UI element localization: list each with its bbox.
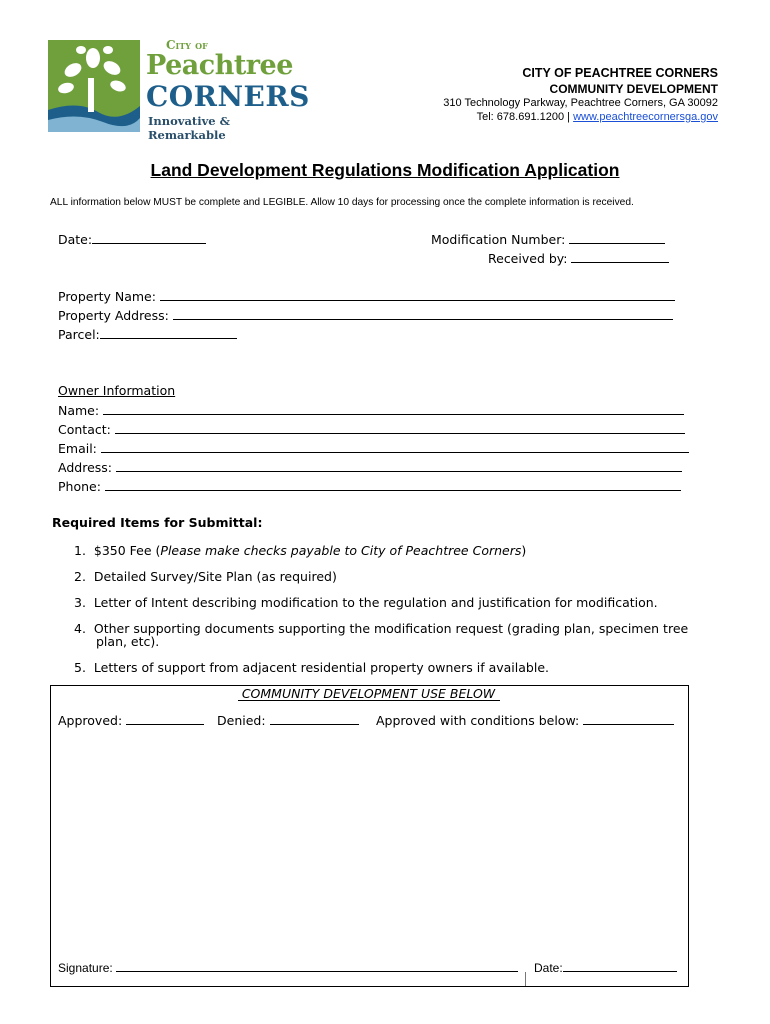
- required-item: [74, 660, 549, 675]
- approved-input-line[interactable]: [126, 712, 204, 725]
- item-number: 4.: [74, 621, 86, 636]
- website-link[interactable]: www.peachtreecornersga.gov: [573, 111, 718, 123]
- header-dept: COMMUNITY DEVELOPMENT: [549, 82, 718, 96]
- item-number: 2.: [74, 569, 86, 584]
- owner-name-field: [58, 402, 684, 418]
- date-label: Date:: [58, 232, 93, 247]
- signature-label: Signature:: [58, 961, 113, 975]
- owner-phone-input-line[interactable]: [105, 478, 681, 491]
- office-use-heading: COMMUNITY DEVELOPMENT USE BELOW: [241, 686, 496, 701]
- header-tel: Tel: 678.691.1200 |: [476, 111, 571, 123]
- received-by-label: Received by:: [488, 251, 568, 266]
- owner-contact-input-line[interactable]: [115, 421, 685, 434]
- signature-field: [58, 959, 518, 975]
- property-address-label: Property Address:: [58, 308, 169, 323]
- property-address-input-line[interactable]: [173, 307, 673, 320]
- approved-conditions-input-line[interactable]: [583, 712, 674, 725]
- office-date-field: [534, 959, 677, 975]
- owner-contact-label: Contact:: [58, 422, 111, 437]
- item-italic-text: Please make checks payable to City of Peachtree Corners: [160, 543, 522, 558]
- approved-label: Approved:: [58, 713, 123, 728]
- item-text: Detailed Survey/Site Plan (as required): [93, 569, 337, 584]
- modification-number-field: [431, 231, 665, 247]
- item-text: Other supporting documents supporting the modification request (grading plan, specimen tree: [93, 621, 689, 636]
- owner-email-field: [58, 440, 689, 456]
- approved-conditions-label: Approved with conditions below:: [376, 713, 580, 728]
- property-name-field: [58, 288, 675, 304]
- modification-number-label: Modification Number:: [431, 232, 566, 247]
- owner-address-field: [58, 459, 682, 475]
- required-heading: Required Items for Submittal:: [52, 515, 263, 530]
- approved-conditions-field: [376, 712, 674, 728]
- property-name-input-line[interactable]: [160, 288, 675, 301]
- property-name-label: Property Name:: [58, 289, 156, 304]
- header-address: 310 Technology Parkway, Peachtree Corners, GA 30092: [443, 97, 718, 109]
- owner-heading: Owner Information: [58, 383, 176, 398]
- owner-email-input-line[interactable]: [101, 440, 689, 453]
- parcel-input-line[interactable]: [100, 326, 237, 339]
- item-text: $350 Fee (: [93, 543, 161, 558]
- owner-address-input-line[interactable]: [116, 459, 682, 472]
- required-item: [74, 569, 337, 584]
- item-text: Letter of Intent describing modification to the regulation and justification for modification.: [93, 595, 658, 610]
- owner-name-label: Name:: [58, 403, 100, 418]
- received-by-input-line[interactable]: [571, 250, 669, 263]
- header-contact: [477, 111, 718, 123]
- page-title: Land Development Regulations Modification Application: [150, 160, 620, 180]
- city-logo: [48, 38, 310, 142]
- box-divider: [525, 972, 526, 986]
- owner-phone-label: Phone:: [58, 479, 101, 494]
- denied-label: Denied:: [217, 713, 266, 728]
- required-item: [74, 595, 658, 610]
- property-address-field: [58, 307, 673, 323]
- date-field: [58, 231, 206, 247]
- parcel-label: Parcel:: [58, 327, 100, 342]
- office-date-input-line[interactable]: [563, 959, 677, 972]
- owner-address-label: Address:: [58, 460, 112, 475]
- signature-input-line[interactable]: [116, 959, 518, 972]
- parcel-field: [58, 326, 237, 342]
- office-heading-underline: [238, 700, 500, 701]
- owner-email-label: Email:: [58, 441, 97, 456]
- office-use-box: [50, 685, 689, 987]
- item-number: 1.: [74, 543, 86, 558]
- approved-field: [58, 712, 204, 728]
- item-text: Letters of support from adjacent residential property owners if available.: [93, 660, 549, 675]
- item-number: 3.: [74, 595, 86, 610]
- logo-tagline: Innovative & Remarkable: [148, 114, 230, 142]
- logo-peachtree: Peachtree: [146, 50, 293, 81]
- date-input-line[interactable]: [92, 231, 206, 244]
- modification-number-input-line[interactable]: [569, 231, 665, 244]
- office-date-label: Date:: [534, 961, 563, 975]
- logo-corners: CORNERS: [146, 80, 310, 113]
- logo-city-of: City of: [166, 38, 208, 52]
- header-city: CITY OF PEACHTREE CORNERS: [522, 66, 718, 80]
- item-number: 5.: [74, 660, 86, 675]
- owner-contact-field: [58, 421, 685, 437]
- instructions-note: ALL information below MUST be complete and LEGIBLE. Allow 10 days for processing once the complete information is received.: [50, 197, 634, 208]
- required-item-continued: plan, etc).: [96, 634, 160, 649]
- denied-field: [217, 712, 359, 728]
- required-item: [74, 621, 688, 636]
- denied-input-line[interactable]: [270, 712, 359, 725]
- item-text-end: ): [521, 543, 527, 558]
- owner-phone-field: [58, 478, 681, 494]
- required-item: [74, 543, 526, 558]
- received-by-field: [488, 250, 669, 266]
- owner-name-input-line[interactable]: [103, 402, 684, 415]
